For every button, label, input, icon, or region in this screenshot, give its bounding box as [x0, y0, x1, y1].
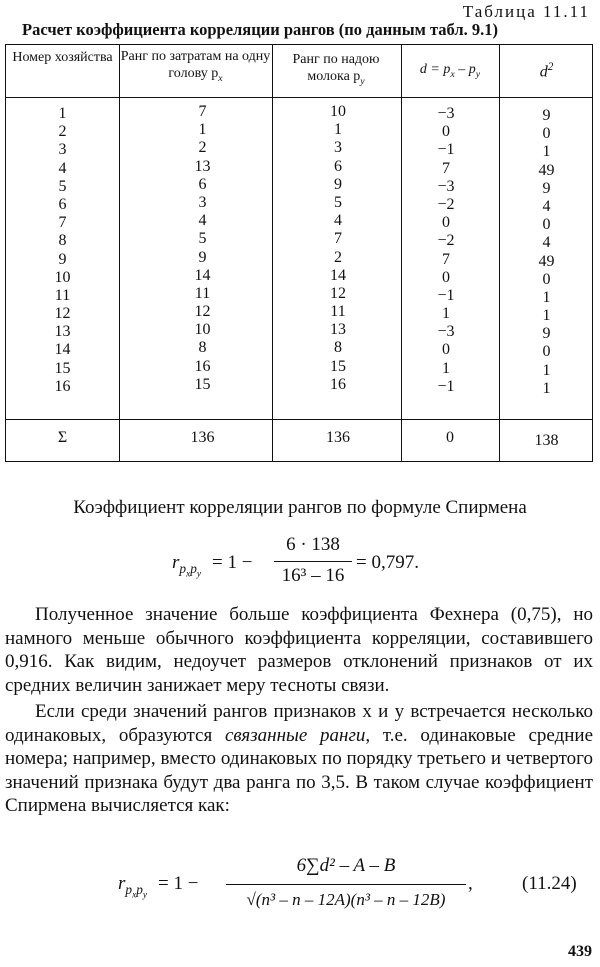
- column-difference: −3 0 −1 7 −3 −2 0 −2 7 0 −1 1 −3 0 1 −1: [437, 105, 455, 395]
- header-divider: [6, 97, 592, 98]
- header-cost-rank: Ранг по затратам на одну голову $p_x$: [120, 49, 271, 84]
- totals-label: Σ: [57, 429, 68, 446]
- formula1-fraction-bar: [274, 561, 352, 562]
- column-cost-rank: 7 1 2 13 6 3 4 5 9 14 11 12 10 8 16 15: [194, 103, 211, 393]
- total-cost-rank: 136: [190, 429, 215, 446]
- total-milk-rank: 136: [326, 429, 350, 446]
- formula2-fraction-bar: [226, 884, 466, 885]
- column-farm-number: 1 2 3 4 5 6 7 8 9 10 11 12 13 14 15 16: [54, 105, 71, 395]
- totals-divider: [6, 419, 592, 420]
- formula2-lhs: $r_{p_xp_y}$: [118, 873, 147, 901]
- column-divider: [272, 45, 273, 461]
- formula-number: (11.24): [522, 873, 577, 894]
- spearman-intro: Коэффициент корреляции рангов по формуле Спирмена: [73, 497, 527, 518]
- formula1-numerator: 6 · 138: [286, 534, 340, 555]
- formula1-lhs: $r_{p_xp_y}$: [172, 552, 201, 580]
- total-difference: 0: [446, 429, 454, 446]
- header-milk-rank: Ранг по надою молока $p_y$: [292, 52, 380, 87]
- formula2-numerator: 6∑d² – A – B: [296, 855, 396, 876]
- formula1-result: = 0,797.: [356, 552, 419, 573]
- page-number: 439: [568, 943, 592, 960]
- header-difference-squared: $d^2$: [539, 61, 554, 81]
- table-number-label: Таблица 11.11: [462, 2, 590, 21]
- header-difference: $d = p_x - p_y$: [419, 62, 481, 80]
- column-milk-rank: 10 1 3 6 9 5 4 7 2 14 12 11 13 8 15 16: [330, 103, 346, 393]
- formula2-eq: = 1 −: [158, 873, 199, 894]
- column-difference-squared: 9 0 1 49 9 4 0 4 49 0 1 1 9 0 1 1: [538, 107, 555, 397]
- formula1-eq: = 1 −: [212, 552, 253, 573]
- formula1-denominator: 16³ – 16: [281, 565, 345, 586]
- column-divider: [119, 45, 120, 461]
- total-difference-squared: 138: [534, 432, 559, 449]
- formula2-denominator: √(n³ – n – 12A)(n³ – n – 12B): [246, 890, 446, 909]
- header-farm-number: Номер хозяйства: [12, 50, 113, 65]
- table-title: Расчет коэффициента корреляции рангов (по данным табл. 9.1): [22, 20, 499, 39]
- rank-correlation-table: [5, 44, 593, 462]
- paragraph-comparison: Полученное значение больше коэффициента Фехнера (0,75), но намного меньше обычного коэффициента корреляции, составившего 0,916. Как видим, недоучет размеров отклонений признаков от их средних величин занижает меру тесноты связи.: [5, 604, 593, 696]
- paragraph-tied-ranks: Если среди значений рангов признаков x и y встречается несколько одинаковых, образуются связанные ранги, т.е. одинаковые средние номера; например, вместо одинаковых по порядку третьего и четвертого значений признака будут два ранга по 3,5. В таком случае коэффициент Спирмена вычисляется как:: [5, 701, 594, 817]
